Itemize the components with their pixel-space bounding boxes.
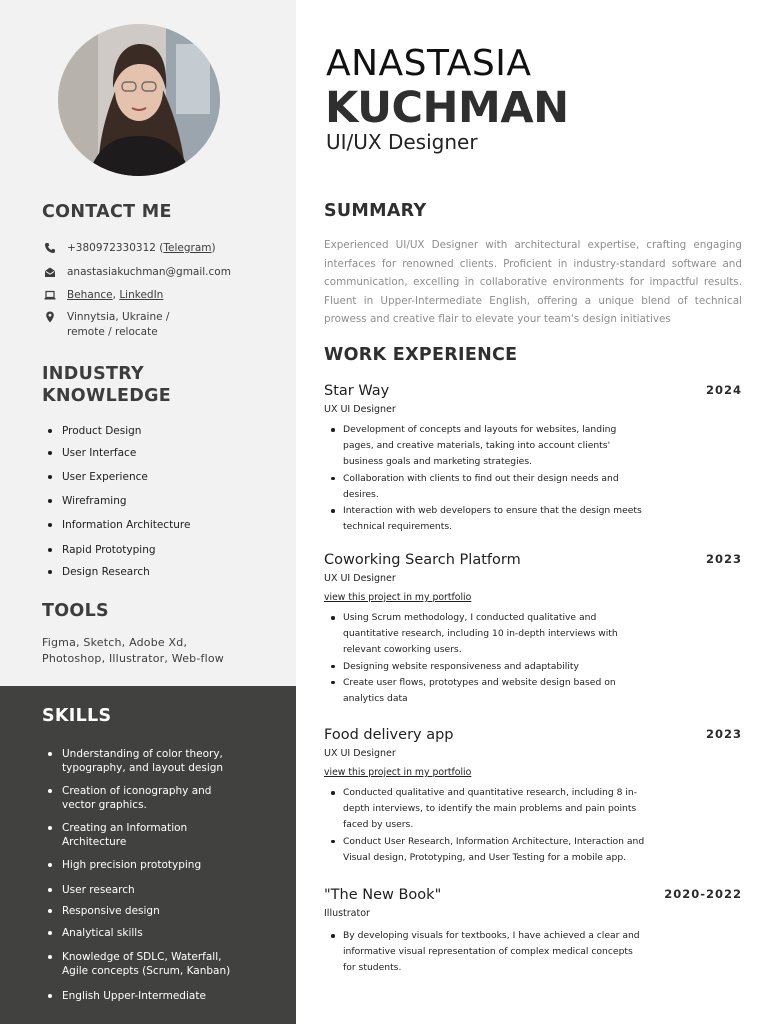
- last-name: KUCHMAN: [325, 83, 569, 133]
- location-line-2: remote / relocate: [67, 326, 158, 338]
- job-bullet: Collaboration with clients to find out their design needs and desires.: [328, 471, 646, 503]
- phone-icon: [42, 241, 58, 255]
- summary-heading: SUMMARY: [324, 201, 427, 221]
- job-company: Coworking Search Platform: [324, 552, 521, 568]
- skill-item: Understanding of color theory, typography, and layout design: [46, 747, 223, 775]
- linkedin-link[interactable]: LinkedIn: [119, 289, 164, 301]
- email-address[interactable]: anastasiakuchman@gmail.com: [67, 266, 231, 278]
- laptop-icon: [42, 288, 58, 302]
- first-name: ANASTASIA: [326, 43, 532, 84]
- industry-heading-line-1: INDUSTRY: [42, 364, 145, 384]
- tools-list: [42, 635, 272, 667]
- industry-item: Rapid Prototyping: [46, 543, 156, 557]
- contact-links: [42, 288, 163, 303]
- job-bullet: Using Scrum methodology, I conducted qualitative and quantitative research, including 10 in-depth interviews with relevant coworking users.: [328, 610, 646, 659]
- job-year: 2023: [705, 552, 742, 566]
- skills-heading: SKILLS: [42, 706, 112, 726]
- job-year: 2020-2022: [664, 887, 742, 901]
- contact-email: [42, 265, 231, 280]
- work-experience-heading: WORK EXPERIENCE: [324, 345, 518, 365]
- industry-item: Wireframing: [46, 494, 127, 508]
- phone-link-open: (: [155, 242, 164, 254]
- industry-item: Information Architecture: [46, 518, 190, 532]
- skill-item: High precision prototyping: [46, 858, 201, 872]
- tools-heading: TOOLS: [42, 601, 109, 621]
- job-year: 2023: [705, 727, 742, 741]
- skill-item: Creating an Information Architecture: [46, 821, 187, 849]
- industry-item: User Interface: [46, 446, 136, 460]
- job-entry: [324, 726, 744, 866]
- links-separator: ,: [112, 289, 120, 301]
- profile-photo: [58, 24, 220, 176]
- job-bullet: Development of concepts and layouts for websites, landing pages, and creative materials, taking into account clients' business goals and marketing strategies.: [328, 422, 646, 471]
- skill-item: Responsive design: [46, 904, 160, 918]
- location-pin-icon: [42, 310, 58, 324]
- industry-item: Design Research: [46, 565, 150, 579]
- industry-heading-line-2: KNOWLEDGE: [42, 386, 172, 406]
- job-company: Star Way: [324, 383, 390, 399]
- portfolio-link[interactable]: view this project in my portfolio: [324, 767, 472, 778]
- skill-item: Analytical skills: [46, 926, 143, 940]
- job-role: UX UI Designer: [324, 748, 396, 759]
- job-company: "The New Book": [324, 887, 442, 903]
- job-bullet: By developing visuals for textbooks, I have achieved a clear and informative visual representation of complex medical concepts for students.: [328, 928, 646, 977]
- job-bullet: Create user flows, prototypes and website design based on analytics data: [328, 675, 646, 707]
- job-bullet: Conducted qualitative and quantitative research, including 8 in-depth interviews, to identify the main problems and pain points faced by users.: [328, 785, 646, 834]
- location-line-1: Vinnytsia, Ukraine /: [67, 311, 170, 323]
- industry-item: User Experience: [46, 470, 148, 484]
- mail-icon: [42, 265, 58, 279]
- job-role: UX UI Designer: [324, 404, 396, 415]
- job-role: UX UI Designer: [324, 573, 396, 584]
- job-bullet: Designing website responsiveness and adaptability: [328, 659, 646, 675]
- job-role: Illustrator: [324, 908, 370, 919]
- job-entry: [324, 886, 744, 977]
- summary-text: Experienced UI/UX Designer with architectural expertise, crafting engaging interfaces for renowned clients. Proficient in industry-standard software and communication, excelling in collaborative environments for impactful results. Fluent in Upper-Intermediate English, offering a unique blend of technical prowess and creative flair to elevate your team's design initiatives: [324, 239, 742, 325]
- job-bullet: Conduct User Research, Information Architecture, Interaction and Visual design, Prototyping, and User Testing for a mobile app.: [328, 834, 646, 866]
- contact-heading: CONTACT ME: [42, 202, 172, 222]
- skill-item: Knowledge of SDLC, Waterfall, Agile concepts (Scrum, Kanban): [46, 950, 230, 978]
- job-bullets: [324, 610, 646, 707]
- skill-item: English Upper-Intermediate: [46, 989, 206, 1003]
- avatar: [58, 24, 220, 176]
- skill-item: User research: [46, 883, 135, 897]
- behance-link[interactable]: Behance: [67, 289, 113, 301]
- tools-line-2: Photoshop, Illustrator, Web-flow: [42, 652, 224, 665]
- portfolio-link[interactable]: view this project in my portfolio: [324, 592, 472, 603]
- job-bullet: Interaction with web developers to ensure that the design meets technical requirements.: [328, 503, 646, 535]
- job-entry: [324, 551, 744, 707]
- job-title: UI/UX Designer: [326, 130, 478, 154]
- industry-heading: [42, 363, 171, 407]
- job-entry: [324, 382, 744, 535]
- job-bullets: [324, 785, 646, 866]
- tools-line-1: Figma, Sketch, Adobe Xd,: [42, 636, 188, 649]
- telegram-link[interactable]: Telegram: [163, 242, 212, 254]
- job-company: Food delivery app: [324, 727, 454, 743]
- job-bullets: [324, 422, 646, 535]
- skill-item: Creation of iconography and vector graphics.: [46, 784, 211, 812]
- contact-location: [42, 310, 169, 340]
- job-year: 2024: [705, 383, 742, 397]
- phone-link-close: ): [211, 242, 216, 254]
- phone-number: +380972330312: [67, 242, 156, 254]
- job-bullets: [324, 928, 646, 977]
- contact-phone: [42, 241, 216, 256]
- industry-item: Product Design: [46, 424, 141, 438]
